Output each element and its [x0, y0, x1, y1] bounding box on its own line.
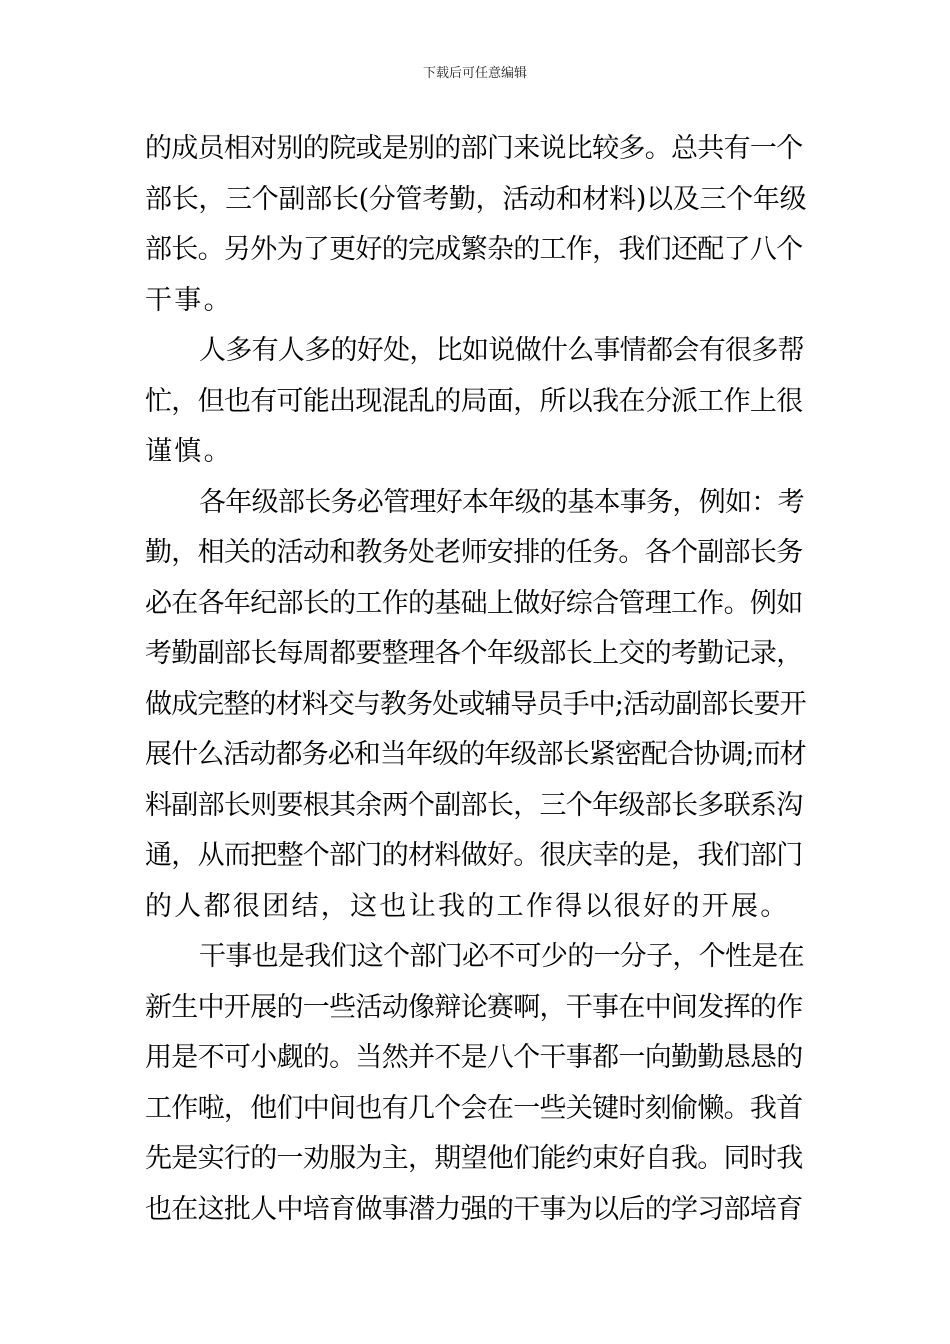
text-line: 考勤副部长每周都要整理各个年级部长上交的考勤记录，	[145, 638, 803, 669]
text-line: 先是实行的一劝服为主，期望他们能约束好自我。同时我	[145, 1143, 803, 1174]
text-line: 干事也是我们这个部门必不可少的一分子，个性是在	[199, 941, 804, 972]
text-line: 也在这批人中培育做事潜力强的干事为以后的学习部培育	[145, 1193, 803, 1225]
text-line: 勤，相关的活动和教务处老师安排的任务。各个副部长务	[145, 537, 803, 568]
paragraph	[145, 932, 807, 1235]
text-line: 必在各年纪部长的工作的基础上做好综合管理工作。例如	[145, 587, 803, 619]
page-header: 下载后可任意编辑	[422, 66, 527, 81]
text-line: 的人都很团结，这也让我的工作得以很好的开展。	[145, 890, 790, 922]
text-line: 工作啦，他们中间也有几个会在一些关键时刻偷懒。我首	[145, 1092, 803, 1124]
text-line: 的成员相对别的院或是别的部门来说比较多。总共有一个	[145, 133, 803, 164]
text-line: 忙，但也有可能出现混乱的局面，所以我在分派工作上很	[145, 385, 803, 417]
text-line: 做成完整的材料交与教务处或辅导员手中;活动副部长要开	[145, 688, 806, 720]
paragraph	[145, 478, 807, 933]
text-line: 用是不可小觑的。当然并不是八个干事都一向勤勤恳恳的	[145, 1042, 803, 1073]
paragraph	[145, 124, 807, 326]
text-line: 人多有人多的好处，比如说做什么事情都会有很多帮	[199, 335, 804, 366]
text-line: 部长。另外为了更好的完成繁杂的工作，我们还配了八个	[145, 234, 803, 265]
text-line: 谨慎。	[145, 436, 233, 467]
document-body	[145, 124, 807, 1235]
text-line: 各年级部长务必管理好本年级的基本事务，例如：考	[199, 486, 804, 518]
text-line: 通，从而把整个部门的材料做好。很庆幸的是，我们部门	[145, 840, 803, 871]
text-line: 干事。	[145, 284, 233, 316]
text-line: 新生中开展的一些活动像辩论赛啊，干事在中间发挥的作	[145, 991, 803, 1023]
text-line: 料副部长则要根其余两个副部长，三个年级部长多联系沟	[145, 789, 803, 821]
text-line: 展什么活动都务必和当年级的年级部长紧密配合协调;而材	[145, 739, 806, 770]
text-line: 部长，三个副部长(分管考勤，活动和材料)以及三个年级	[145, 183, 807, 215]
paragraph	[145, 326, 807, 478]
